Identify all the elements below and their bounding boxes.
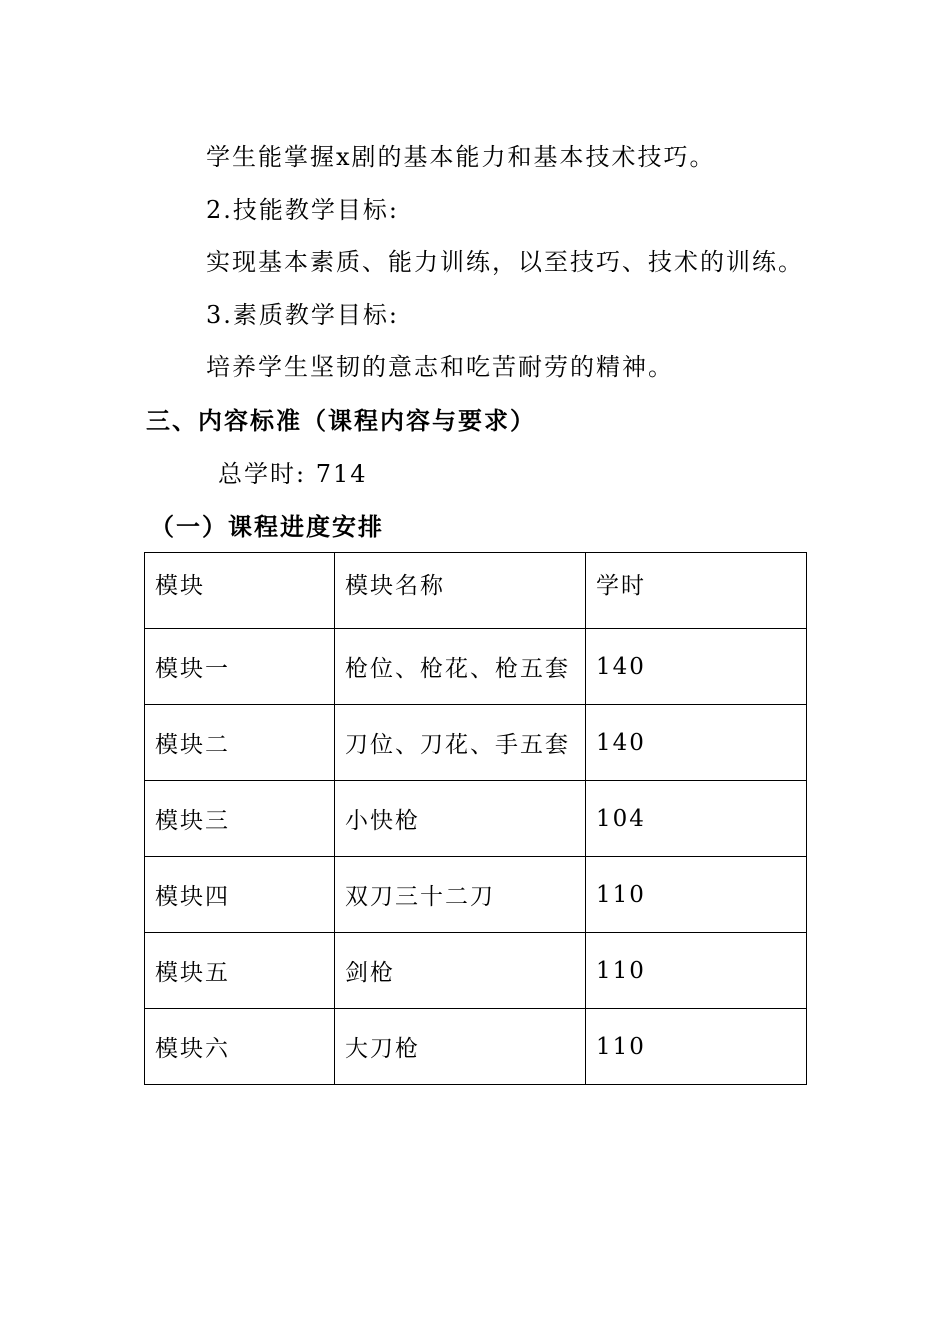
- skill-goal-label: 2.技能教学目标:: [206, 196, 399, 224]
- cell-module: 模块三: [145, 781, 335, 857]
- cell-module: 模块一: [145, 629, 335, 705]
- table-row: [145, 781, 807, 857]
- cell-module: 模块六: [145, 1009, 335, 1085]
- cell-hours: 140: [586, 705, 807, 781]
- cell-module: 模块四: [145, 857, 335, 933]
- table-row: [145, 705, 807, 781]
- table-row: [145, 933, 807, 1009]
- cell-module-name: 小快枪: [335, 781, 586, 857]
- paragraph-quality-goal: 培养学生坚韧的意志和吃苦耐劳的精神。: [206, 353, 674, 381]
- subsection-heading-schedule: （一）课程进度安排: [150, 513, 384, 541]
- total-hours: 总学时: 714: [218, 460, 368, 488]
- cell-module: 模块二: [145, 705, 335, 781]
- cell-hours: 110: [586, 857, 807, 933]
- quality-goal-label: 3.素质教学目标:: [206, 301, 399, 329]
- cell-module-name: 枪位、枪花、枪五套: [335, 629, 586, 705]
- paragraph-knowledge-goal: 学生能掌握x剧的基本能力和基本技术技巧。: [206, 143, 716, 171]
- header-cell-module: 模块: [145, 553, 335, 629]
- table-row: [145, 857, 807, 933]
- header-cell-module-name: 模块名称: [335, 553, 586, 629]
- cell-module-name: 剑枪: [335, 933, 586, 1009]
- cell-module-name: 双刀三十二刀: [335, 857, 586, 933]
- cell-module-name: 大刀枪: [335, 1009, 586, 1085]
- cell-hours: 110: [586, 1009, 807, 1085]
- cell-hours: 140: [586, 629, 807, 705]
- cell-hours: 104: [586, 781, 807, 857]
- cell-hours: 110: [586, 933, 807, 1009]
- table-row: [145, 629, 807, 705]
- header-cell-hours: 学时: [586, 553, 807, 629]
- table-header-row: [145, 553, 807, 629]
- paragraph-skill-goal: 实现基本素质、能力训练，以至技巧、技术的训练。: [206, 248, 804, 276]
- section-heading-content-standard: 三、内容标准（课程内容与要求）: [146, 407, 536, 435]
- cell-module: 模块五: [145, 933, 335, 1009]
- cell-module-name: 刀位、刀花、手五套: [335, 705, 586, 781]
- table-row: [145, 1009, 807, 1085]
- course-schedule-table: [144, 552, 807, 1085]
